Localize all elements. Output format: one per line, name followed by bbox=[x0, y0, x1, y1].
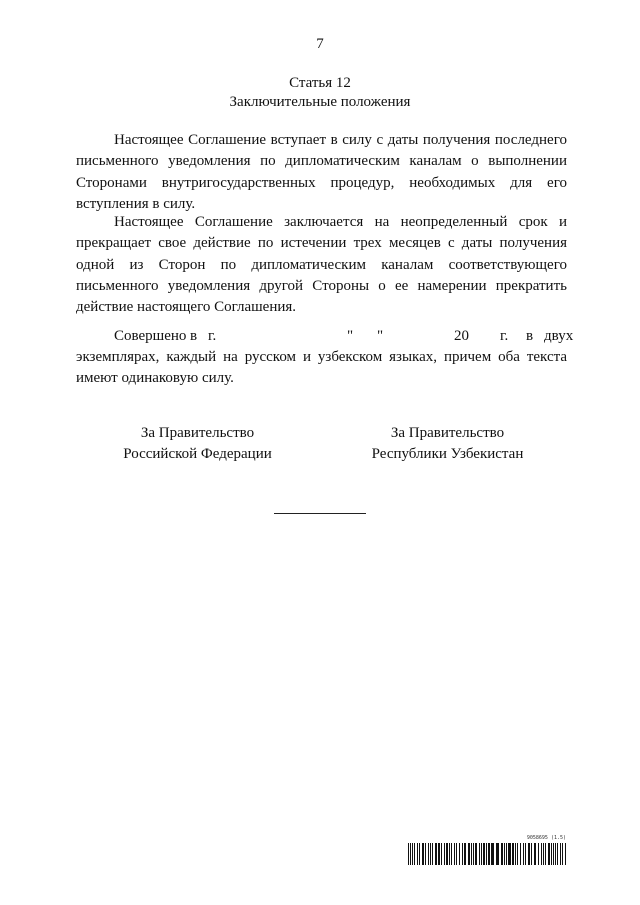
signature-right-line2: Республики Узбекистан bbox=[371, 446, 524, 463]
signed-in: в bbox=[190, 328, 198, 344]
article-title: Заключительные положения bbox=[229, 94, 411, 110]
signed-quote-open: " bbox=[347, 328, 354, 344]
signed-year: 20 bbox=[454, 328, 469, 344]
signing-line bbox=[76, 326, 574, 347]
signed-rest: экземплярах, каждый на русском и узбекском языках, причем оба текста имеют одинаковую силу. bbox=[76, 349, 567, 387]
barcode-label: 9058695 (1.5) bbox=[526, 835, 566, 841]
signature-left-line2: Российской Федерации bbox=[123, 446, 272, 463]
signed-done: Совершено bbox=[114, 328, 187, 344]
end-separator-line bbox=[274, 513, 366, 514]
signed-city-abbr: г. bbox=[208, 328, 217, 344]
signature-right-line1: За Правительство bbox=[390, 425, 505, 441]
signed-year-abbr: г. bbox=[500, 328, 509, 344]
article-number: Статья 12 bbox=[289, 75, 351, 91]
paragraph-entry-into-force: Настоящее Соглашение вступает в силу с даты получения последнего письменного уведомления по дипломатическим каналам о выполнении Сторонами внутригосударственных процедур, необходимых для его вступления в силу. bbox=[76, 132, 567, 212]
signature-block-russia bbox=[110, 423, 285, 466]
signature-block-uzbekistan bbox=[355, 423, 540, 466]
signing-clause bbox=[76, 326, 574, 390]
signed-copies: двух bbox=[544, 328, 574, 344]
paragraph-term: Настоящее Соглашение заключается на неопределенный срок и прекращает свое действие по истечении трех месяцев с даты получения одной из Сторон по дипломатическим каналам соответствующего письменного уведомления другой Стороны о ее намерении прекратить действие настоящего Соглашения. bbox=[76, 214, 567, 316]
signed-quote-close: " bbox=[377, 328, 384, 344]
signed-in-2: в bbox=[526, 328, 534, 344]
signature-left-line1: За Правительство bbox=[140, 425, 255, 441]
barcode-icon bbox=[408, 843, 566, 865]
page-number: 7 bbox=[316, 36, 324, 52]
